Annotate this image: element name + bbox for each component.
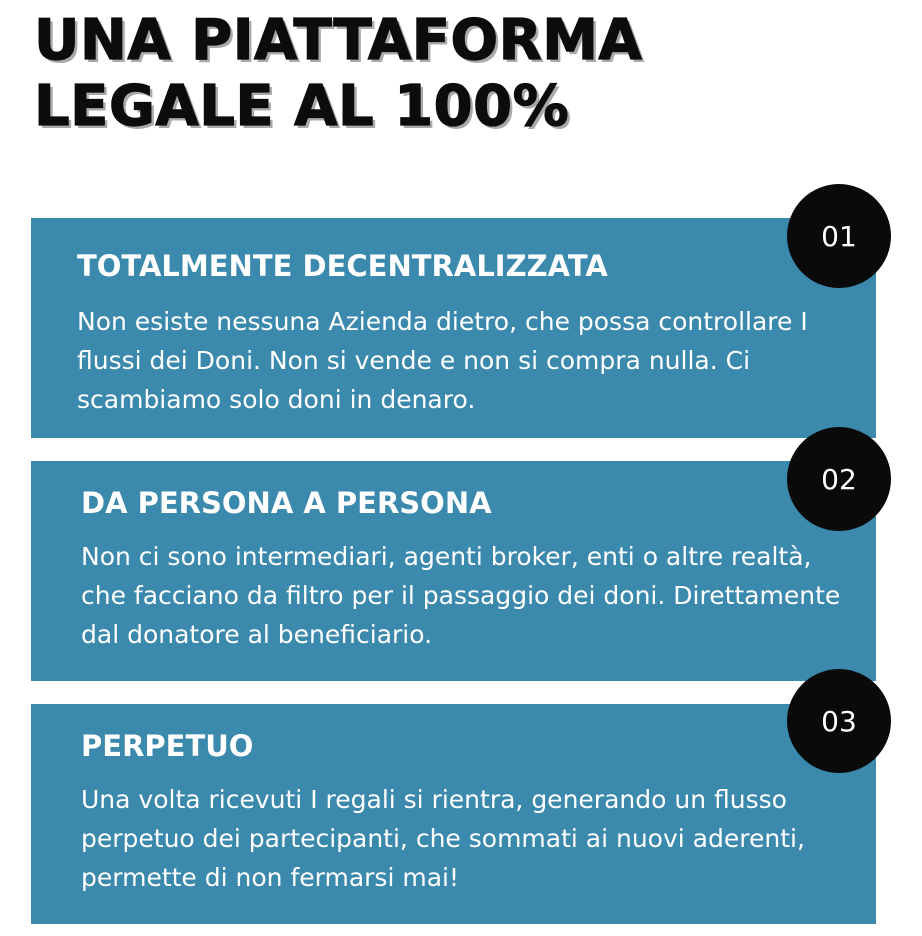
card-title: PERPETUO [81, 729, 254, 763]
feature-card-decentralized [31, 218, 876, 438]
number-badge-03: 03 [787, 669, 891, 773]
headline-line-2: LEGALE AL 100% [34, 74, 570, 139]
feature-card-perpetual [31, 704, 876, 924]
headline-line-1: UNA PIATTAFORMA [34, 8, 643, 73]
card-description: Non esiste nessuna Azienda dietro, che possa controllare I flussi dei Doni. Non si vende e non si compra nulla. Ci scambiamo solo doni in denaro. [77, 307, 808, 414]
number-badge-02: 02 [787, 427, 891, 531]
card-description: Una volta ricevuti I regali si rientra, generando un flusso perpetuo dei partecipanti, che sommati ai nuovi aderenti, permette di non fermarsi mai! [81, 785, 805, 892]
card-title: DA PERSONA A PERSONA [81, 486, 492, 520]
number-badge-01: 01 [787, 184, 891, 288]
card-description: Non ci sono intermediari, agenti broker, enti o altre realtà, che facciano da filtro per il passaggio dei doni. Direttamente dal donatore al beneficiario. [81, 542, 841, 649]
card-title: TOTALMENTE DECENTRALIZZATA [77, 249, 608, 283]
page-headline [34, 8, 642, 140]
feature-card-peer-to-peer [31, 461, 876, 681]
